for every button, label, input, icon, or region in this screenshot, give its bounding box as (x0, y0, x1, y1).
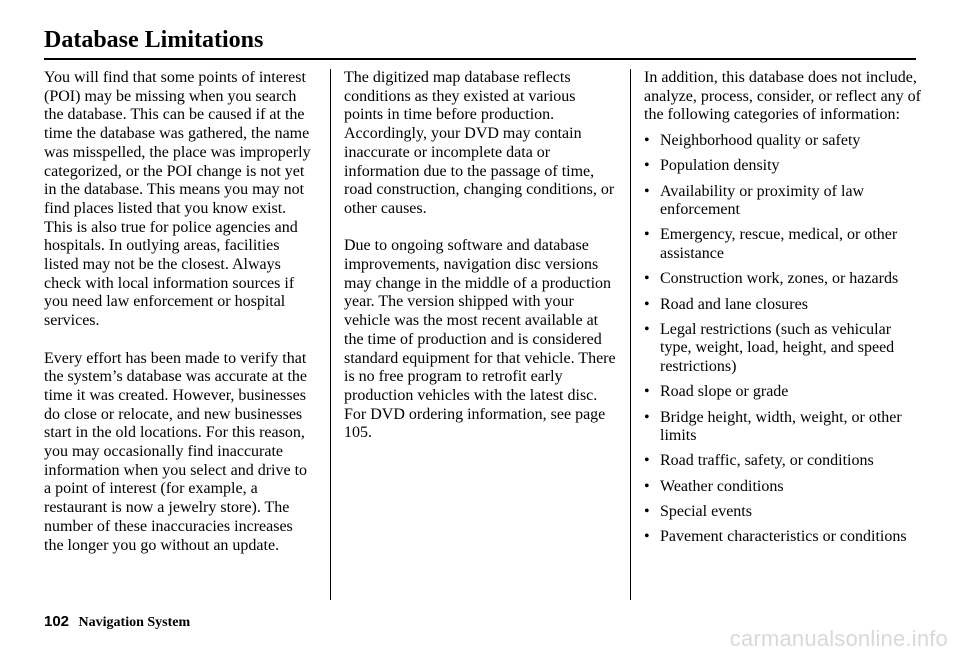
page-footer (44, 612, 190, 633)
intro-paragraph: In addition, this database does not include, analyze, process, consider, or reflect any of the following categories of information: (644, 69, 922, 124)
section-name: Navigation System (78, 615, 191, 630)
list-item: • Pavement characteristics or conditions (644, 528, 922, 547)
paragraph: You will find that some points of interest (POI) may be missing when you search the database. This can be caused if at the time the database was gathered, the name was misspelled, the place was improperly categorized, or the POI change is not yet in the database. This means you may not find places listed that you know exist. This is also true for police agencies and hospitals. In outlying areas, facilities listed may not be the closest. Always check with local information sources if you need law enforcement or hospital services. (44, 69, 311, 330)
list-item: • Road traffic, safety, or conditions (644, 452, 922, 471)
list-item: • Road and lane closures (644, 296, 922, 315)
list-item: • Construction work, zones, or hazards (644, 270, 922, 289)
list-item: • Legal restrictions (such as vehicular type, weight, load, height, and speed restrictions) (644, 321, 922, 377)
column-divider (330, 69, 331, 600)
paragraph: Due to ongoing software and database improvements, navigation disc versions may change in the middle of a production year. The version shipped with your vehicle was the most recent available at the time of production and is considered standard equipment for that vehicle. There is no free program to retrofit early production vehicles with the latest disc. For DVD ordering information, see page 105. (344, 237, 616, 442)
list-item: • Emergency, rescue, medical, or other assistance (644, 226, 922, 263)
list-item: • Neighborhood quality or safety (644, 132, 922, 151)
list-item: • Bridge height, width, weight, or other limits (644, 409, 922, 446)
list-item: • Population density (644, 157, 922, 176)
watermark: carmanualsonline.info (729, 626, 948, 651)
list-item: • Road slope or grade (644, 383, 922, 402)
page-number: 102 (44, 613, 70, 630)
paragraph: The digitized map database reflects conditions as they existed at various points in time before production. Accordingly, your DVD may contain inaccurate or incomplete data or information due to the passage of time, road construction, changing conditions, or other causes. (344, 69, 615, 217)
list-item: • Availability or proximity of law enforcement (644, 183, 922, 220)
paragraph: Every effort has been made to verify that the system’s database was accurate at the time it was created. However, businesses do close or relocate, and new businesses start in the old locations. For this reason, you may occasionally find inaccurate information when you select and drive to a point of interest (for example, a restaurant is now a jewelry store). The number of these inaccuracies increases the longer you go without an update. (44, 349, 308, 554)
title-rule (44, 58, 916, 60)
column-3 (644, 69, 922, 553)
column-2 (344, 69, 616, 462)
category-list (644, 132, 922, 547)
column-1 (44, 69, 316, 574)
list-item: • Weather conditions (644, 478, 922, 497)
page-title: Database Limitations (44, 27, 264, 53)
column-divider (630, 69, 631, 600)
list-item: • Special events (644, 503, 922, 522)
